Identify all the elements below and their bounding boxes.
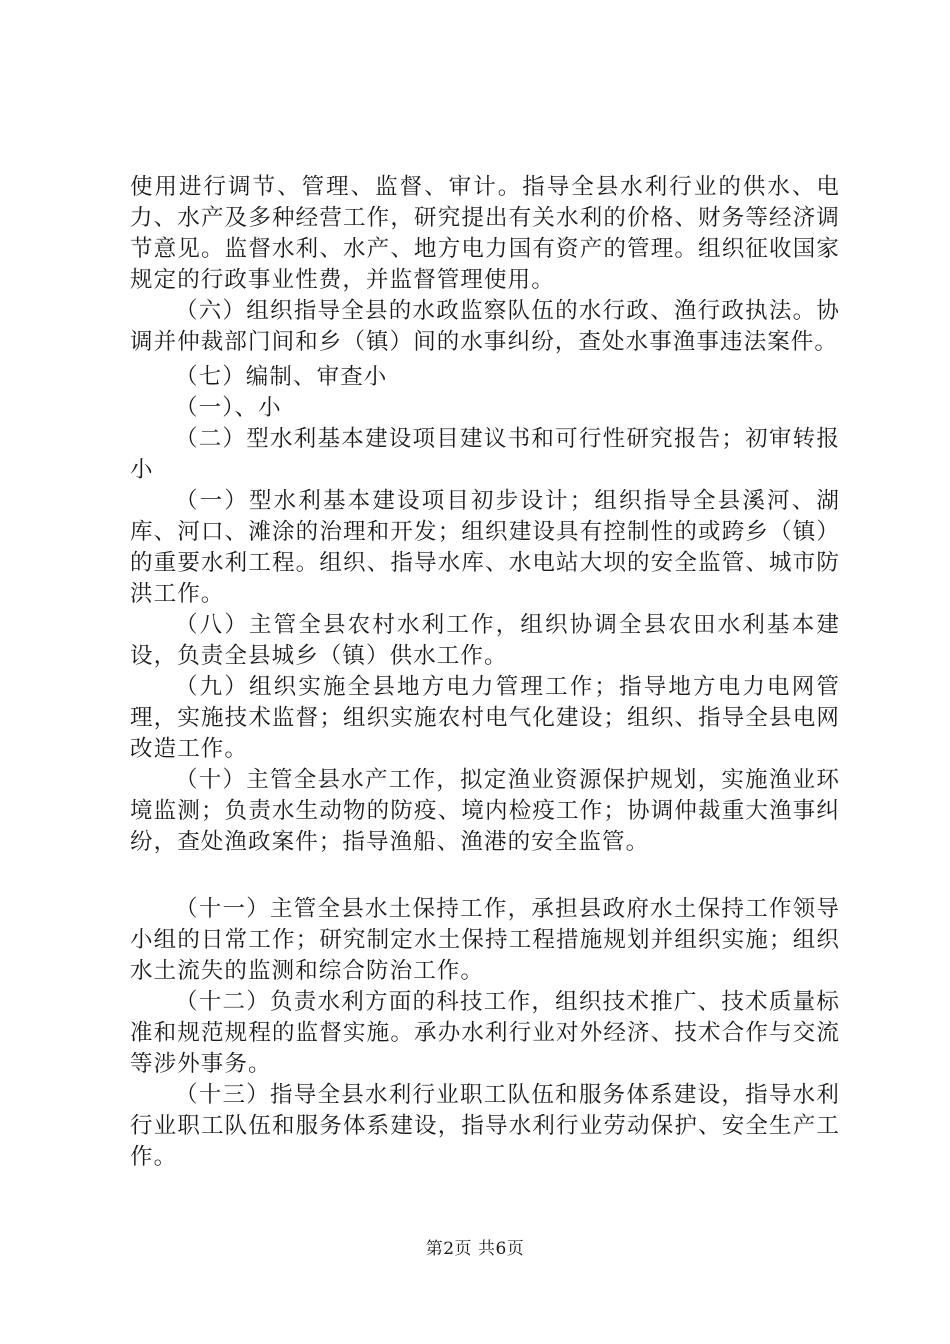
paragraph-item-11: （十一）主管全县水土保持工作，承担县政府水土保持工作领导小组的日常工作；研究制定水土保持工程措施规划并组织实施；组织水土流失的监测和综合防治工作。	[130, 896, 840, 984]
page-number: 第2页 共6页	[425, 1239, 525, 1259]
paragraph-item-10: （十）主管全县水产工作，拟定渔业资源保护规划，实施渔业环境监测；负责水生动物的防疫、境内检疫工作；协调仲裁重大渔事纠纷，查处渔政案件；指导渔船、渔港的安全监管。	[130, 767, 840, 855]
paragraph-item-12: （十二）负责水利方面的科技工作，组织技术推广、技术质量标准和规范规程的监督实施。承办水利行业对外经济、技术合作与交流等涉外事务。	[130, 989, 840, 1077]
paragraph-fragment-2: （二）型水利基本建设项目建议书和可行性研究报告；初审转报小	[130, 426, 840, 483]
paragraph-fragment-1: （一）、小	[175, 395, 282, 421]
paragraph-item-13: （十三）指导全县水利行业职工队伍和服务体系建设，指导水利行业职工队伍和服务体系建设，指导水利行业劳动保护、安全生产工作。	[130, 1082, 840, 1170]
document-body	[130, 172, 840, 1173]
paragraph-item-7: （七）编制、审查小	[175, 364, 388, 390]
paragraph-item-6: （六）组织指导全县的水政监察队伍的水行政、渔行政执法。协调并仲裁部门间和乡（镇）间的水事纠纷，查处水事渔事违法案件。	[130, 298, 840, 355]
paragraph-item-8: （八）主管全县农村水利工作，组织协调全县农田水利基本建设，负责全县城乡（镇）供水工作。	[130, 612, 840, 669]
paragraph-fragment-3: （一）型水利基本建设项目初步设计；组织指导全县溪河、湖库、河口、滩涂的治理和开发；组织建设具有控制性的或跨乡（镇）的重要水利工程。组织、指导水库、水电站大坝的安全监管、城市防洪工作。	[130, 488, 840, 607]
paragraph-item-9: （九）组织实施全县地方电力管理工作；指导地方电力电网管理，实施技术监督；组织实施农村电气化建设；组织、指导全县电网改造工作。	[130, 674, 840, 762]
paragraph-continuation: 使用进行调节、管理、监督、审计。指导全县水利行业的供水、电力、水产及多种经营工作，研究提出有关水利的价格、财务等经济调节意见。监督水利、水产、地方电力国有资产的管理。组织征收国家规定的行政事业性费，并监督管理使用。	[130, 174, 840, 293]
